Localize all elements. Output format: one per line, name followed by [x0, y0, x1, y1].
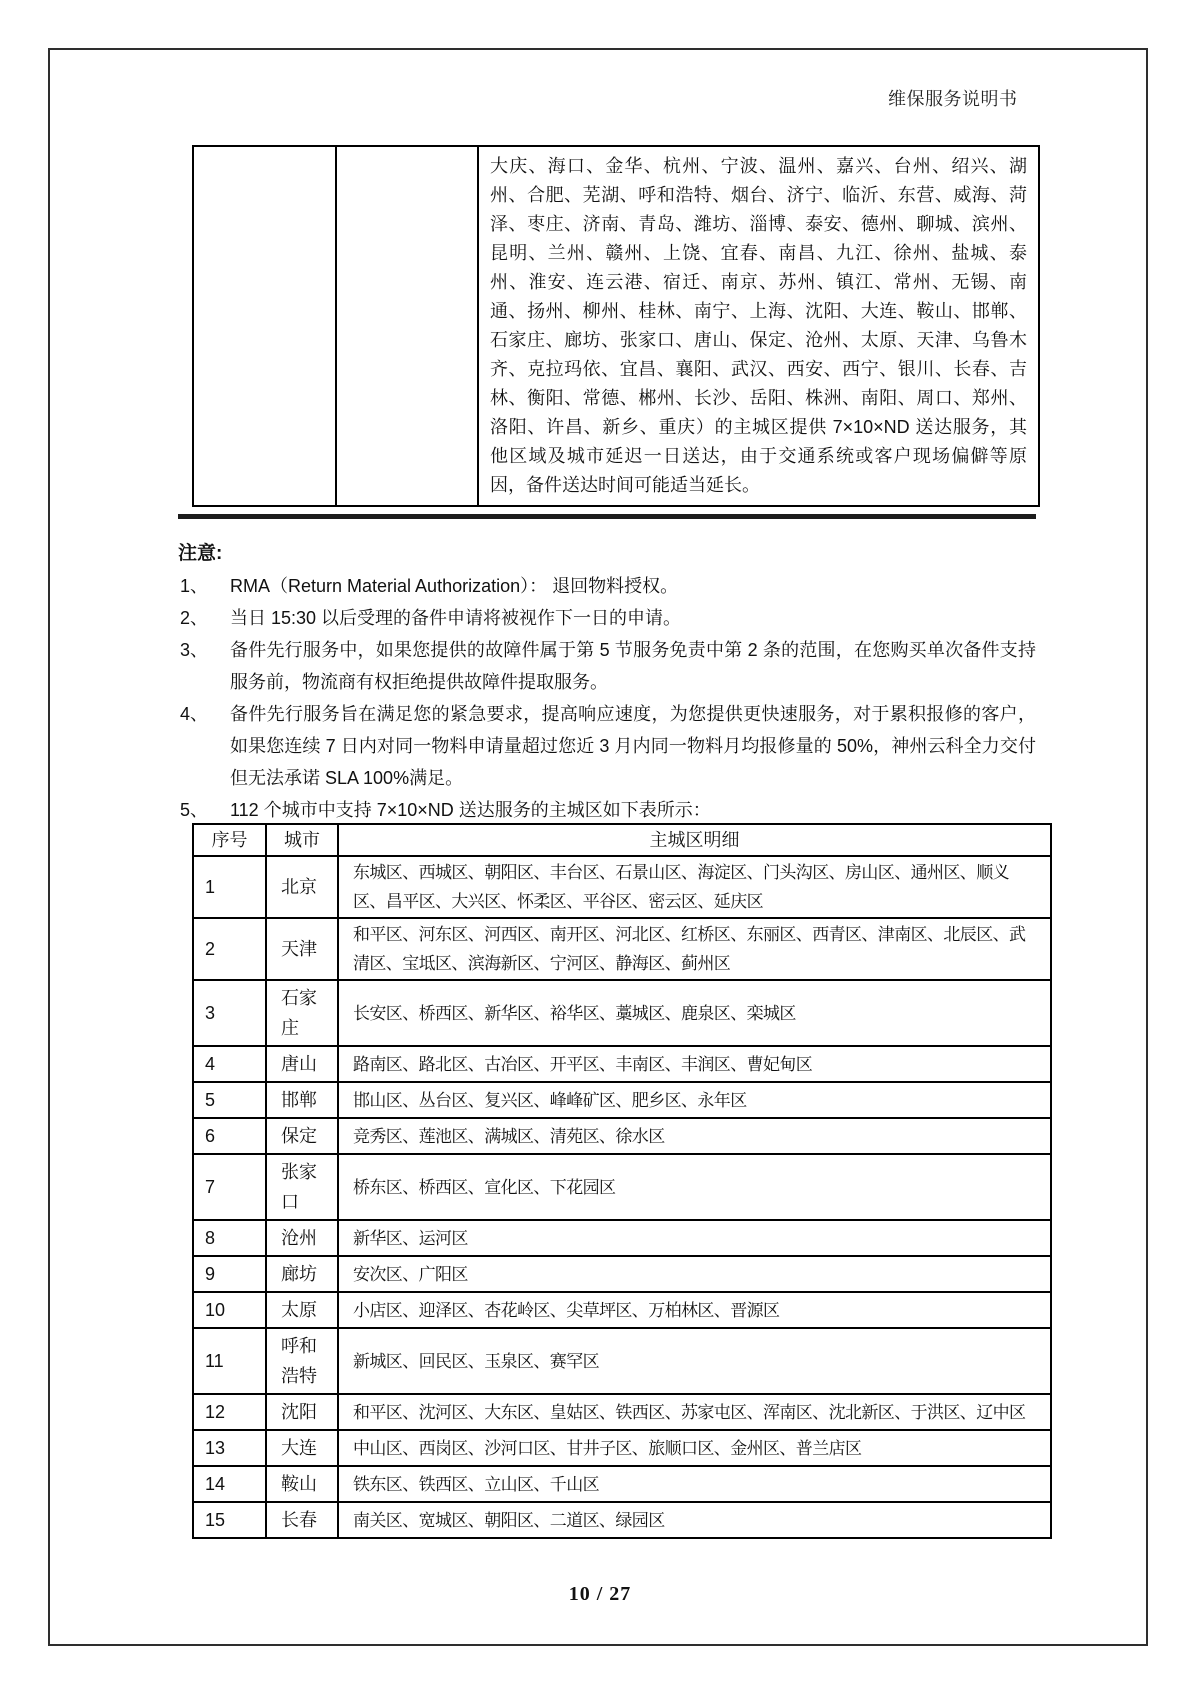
- empty-cell-col1: [193, 146, 336, 506]
- delivery-cities-cell: 大庆、海口、金华、杭州、宁波、温州、嘉兴、台州、绍兴、湖州、合肥、芜湖、呼和浩特、烟台、济宁、临沂、东营、威海、菏泽、枣庄、济南、青岛、潍坊、淄博、泰安、德州、聊城、滨州、昆明、兰州、赣州、上饶、宜春、南昌、九江、徐州、盐城、泰州、淮安、连云港、宿迁、南京、苏州、镇江、常州、无锡、南通、扬州、柳州、桂林、南宁、上海、沈阳、大连、鞍山、邯郸、石家庄、廊坊、张家口、唐山、保定、沧州、太原、天津、乌鲁木齐、克拉玛依、宜昌、襄阳、武汉、西安、西宁、银川、长春、吉林、衡阳、常德、郴州、长沙、岳阳、株洲、南阳、周口、郑州、洛阳、许昌、新乡、重庆）的主城区提供 7×10×ND 送达服务，其他区域及城市延迟一日送达，由于交通系统或客户现场偏僻等原因，备件送达时间可能适当延长。: [478, 146, 1039, 506]
- note-item-4: [180, 698, 1036, 794]
- notes-heading: 注意:: [178, 543, 223, 564]
- row-city: 沧州: [266, 1220, 338, 1256]
- row-districts: 铁东区、铁西区、立山区、千山区: [338, 1466, 1051, 1502]
- row-no: 9: [193, 1256, 266, 1292]
- row-districts: 邯山区、丛台区、复兴区、峰峰矿区、肥乡区、永年区: [338, 1082, 1051, 1118]
- row-districts: 新城区、回民区、玉泉区、赛罕区: [338, 1328, 1051, 1394]
- note-text: RMA（Return Material Authorization）： 退回物料授权。: [230, 576, 679, 596]
- row-districts: 南关区、宽城区、朝阳区、二道区、绿园区: [338, 1502, 1051, 1538]
- row-no: 5: [193, 1082, 266, 1118]
- row-city: 保定: [266, 1118, 338, 1154]
- table-row: [193, 1046, 1051, 1082]
- note-text: 备件先行服务中，如果您提供的故障件属于第 5 节服务免责中第 2 条的范围，在您购买单次备件支持服务前，物流商有权拒绝提供故障件提取服务。: [230, 640, 1036, 692]
- note-item-2: [180, 602, 1036, 634]
- table-row: [193, 1118, 1051, 1154]
- row-city: 呼和浩特: [266, 1328, 338, 1394]
- row-city: 石家庄: [266, 980, 338, 1046]
- row-districts: 竞秀区、莲池区、满城区、清苑区、徐水区: [338, 1118, 1051, 1154]
- row-city: 北京: [266, 856, 338, 918]
- row-city: 张家口: [266, 1154, 338, 1220]
- row-no: 2: [193, 918, 266, 980]
- row-city: 沈阳: [266, 1394, 338, 1430]
- table-row: [193, 918, 1051, 980]
- note-number: 1、: [180, 576, 209, 596]
- row-city: 唐山: [266, 1046, 338, 1082]
- row-no: 10: [193, 1292, 266, 1328]
- row-districts: 和平区、沈河区、大东区、皇姑区、铁西区、苏家屯区、浑南区、沈北新区、于洪区、辽中区: [338, 1394, 1051, 1430]
- empty-cell-col2: [336, 146, 478, 506]
- row-no: 7: [193, 1154, 266, 1220]
- row-no: 6: [193, 1118, 266, 1154]
- row-districts: 小店区、迎泽区、杏花岭区、尖草坪区、万柏林区、晋源区: [338, 1292, 1051, 1328]
- table-row: [193, 1502, 1051, 1538]
- row-districts: 和平区、河东区、河西区、南开区、河北区、红桥区、东丽区、西青区、津南区、北辰区、武清区、宝坻区、滨海新区、宁河区、静海区、蓟州区: [338, 918, 1051, 980]
- row-city: 邯郸: [266, 1082, 338, 1118]
- table-row: [193, 1430, 1051, 1466]
- doc-header-title: 维保服务说明书: [888, 89, 1018, 109]
- row-no: 15: [193, 1502, 266, 1538]
- row-no: 1: [193, 856, 266, 918]
- table-row: [193, 980, 1051, 1046]
- page-number: 10 / 27: [568, 1583, 632, 1605]
- table-row: [193, 1292, 1051, 1328]
- row-districts: 中山区、西岗区、沙河口区、甘井子区、旅顺口区、金州区、普兰店区: [338, 1430, 1051, 1466]
- row-districts: 长安区、桥西区、新华区、裕华区、藁城区、鹿泉区、栾城区: [338, 980, 1051, 1046]
- row-no: 12: [193, 1394, 266, 1430]
- row-city: 天津: [266, 918, 338, 980]
- row-no: 11: [193, 1328, 266, 1394]
- table-row: [193, 1394, 1051, 1430]
- row-no: 8: [193, 1220, 266, 1256]
- row-districts: 安次区、广阳区: [338, 1256, 1051, 1292]
- note-text: 备件先行服务旨在满足您的紧急要求，提高响应速度，为您提供更快速服务，对于累积报修的客户，如果您连续 7 日内对同一物料申请量超过您近 3 月内同一物料月均报修量的 50%，神州云科全力交付但无法承诺 SLA 100%满足。: [230, 704, 1036, 788]
- table-header-row: [193, 824, 1051, 856]
- row-no: 3: [193, 980, 266, 1046]
- row-city: 廊坊: [266, 1256, 338, 1292]
- row-districts: 路南区、路北区、古冶区、开平区、丰南区、丰润区、曹妃甸区: [338, 1046, 1051, 1082]
- row-no: 4: [193, 1046, 266, 1082]
- row-no: 13: [193, 1430, 266, 1466]
- city-districts-table: [192, 823, 1052, 1539]
- notes-list: [180, 570, 1036, 826]
- row-city: 鞍山: [266, 1466, 338, 1502]
- section-divider-rule: [178, 514, 1036, 519]
- header-no: 序号: [193, 824, 266, 856]
- row-districts: 东城区、西城区、朝阳区、丰台区、石景山区、海淀区、门头沟区、房山区、通州区、顺义区、昌平区、大兴区、怀柔区、平谷区、密云区、延庆区: [338, 856, 1051, 918]
- row-city: 长春: [266, 1502, 338, 1538]
- table-row: [193, 1154, 1051, 1220]
- note-item-3: [180, 634, 1036, 698]
- note-number: 2、: [180, 608, 209, 628]
- table-row: [193, 1256, 1051, 1292]
- header-districts: 主城区明细: [338, 824, 1051, 856]
- note-text: 112 个城市中支持 7×10×ND 送达服务的主城区如下表所示：: [230, 800, 711, 820]
- row-districts: 新华区、运河区: [338, 1220, 1051, 1256]
- note-item-1: [180, 570, 1036, 602]
- table-row: [193, 856, 1051, 918]
- row-city: 大连: [266, 1430, 338, 1466]
- table-row: [193, 1328, 1051, 1394]
- table-row: [193, 1082, 1051, 1118]
- note-number: 5、: [180, 800, 209, 820]
- note-number: 4、: [180, 704, 209, 724]
- header-city: 城市: [266, 824, 338, 856]
- note-text: 当日 15:30 以后受理的备件申请将被视作下一日的申请。: [230, 608, 682, 628]
- table-row: [193, 1220, 1051, 1256]
- row-districts: 桥东区、桥西区、宣化区、下花园区: [338, 1154, 1051, 1220]
- row-no: 14: [193, 1466, 266, 1502]
- delivery-service-table: [192, 145, 1040, 507]
- table-row: [193, 146, 1039, 506]
- table-row: [193, 1466, 1051, 1502]
- note-number: 3、: [180, 640, 209, 660]
- row-city: 太原: [266, 1292, 338, 1328]
- note-item-5: [180, 794, 1036, 826]
